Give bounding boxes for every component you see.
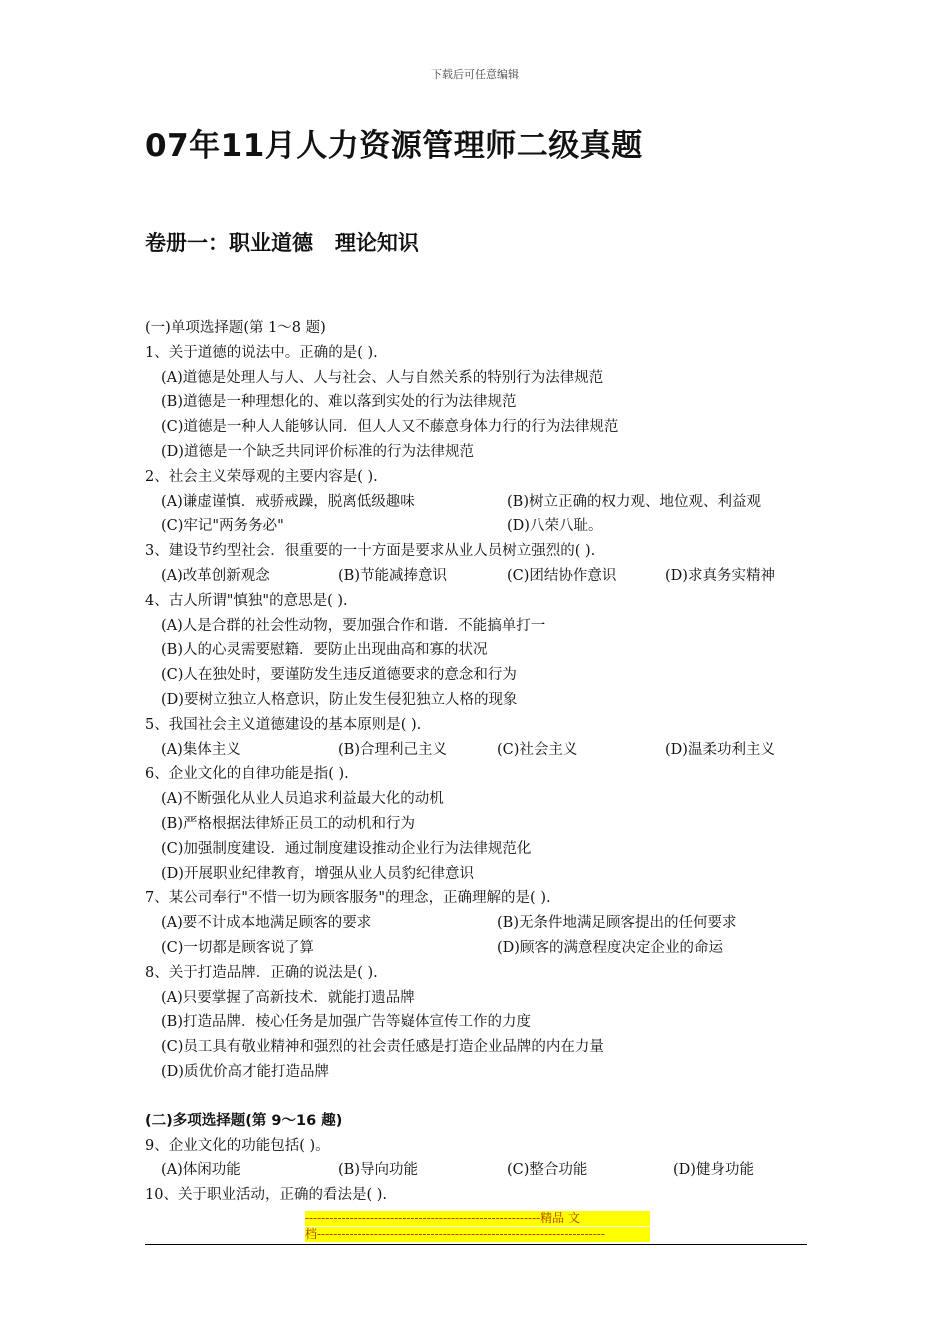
q2-option-a: (A)谦虚谨慎．戒骄戒躁，脱离低级趣味 xyxy=(161,493,415,510)
q9-option-d: (D)健身功能 xyxy=(673,1162,754,1179)
q7-option-d: (D)顾客的满意程度决定企业的命运 xyxy=(497,939,723,956)
footer-watermark-line-1: ----------------------------------------------------------精品 文 xyxy=(305,1211,650,1226)
footer-watermark-line-2: 档----------------------------------------------------------------------- xyxy=(305,1227,650,1242)
q4-option-d: (D)要树立独立人格意识，防止发生侵犯独立人格的现象 xyxy=(161,691,518,708)
question-3: 3、建设节约型社会．很重要的一十方面是要求从业人员树立强烈的( ). xyxy=(145,543,596,560)
q6-option-a: (A)不断强化从业人员追求利益最大化的动机 xyxy=(161,791,444,808)
q2-option-b: (B)树立正确的权力观、地位观、利益观 xyxy=(507,493,761,510)
q5-option-c: (C)社会主义 xyxy=(497,741,578,758)
question-8: 8、关于打造品牌．正确的说法是( ). xyxy=(145,964,378,981)
header-note: 下载后可任意编辑 xyxy=(431,68,519,81)
volume-title: 卷册一：职业道德 理论知识 xyxy=(145,231,419,255)
q1-option-b: (B)道德是一种理想化的、难以落到实处的行为法律规范 xyxy=(161,394,517,411)
q6-option-c: (C)加强制度建设．通过制度建设推动企业行为法律规范化 xyxy=(161,840,532,857)
question-10: 10、关于职业活动，正确的看法是( ). xyxy=(145,1187,387,1204)
q3-option-a: (A)改革创新观念 xyxy=(161,567,270,584)
q9-option-c: (C)整合功能 xyxy=(507,1162,588,1179)
q3-options-row xyxy=(145,564,810,589)
q7-options-row-1 xyxy=(145,911,810,936)
q5-option-d: (D)温柔功利主义 xyxy=(665,741,775,758)
q5-option-b: (B)合理利己主义 xyxy=(338,741,447,758)
q7-options-row-2 xyxy=(145,936,810,961)
q6-option-d: (D)开展职业纪律教育，增强从业人员豹纪律意识 xyxy=(161,865,474,882)
question-6: 6、企业文化的自律功能是指( ). xyxy=(145,766,349,783)
q8-option-a: (A)只要掌握了高新技术．就能打遗品牌 xyxy=(161,989,415,1006)
q3-option-b: (B)节能减捧意识 xyxy=(338,567,447,584)
q4-option-c: (C)人在独处时，要谨防发生违反道德要求的意念和行为 xyxy=(161,667,517,684)
question-1: 1、关于道德的说法中。正确的是( ). xyxy=(145,344,378,361)
q9-options-row xyxy=(145,1158,810,1183)
footer-divider xyxy=(145,1244,807,1245)
q7-option-b: (B)无条件地满足顾客提出的任何要求 xyxy=(497,915,737,932)
document-body xyxy=(145,316,810,1208)
question-7: 7、某公司奉行"不惜一切为顾客服务"的理念，正确理解的是( ). xyxy=(145,890,551,907)
q1-option-c: (C)道德是一种人人能够认同．但人人又不藤意身体力行的行为法律规范 xyxy=(161,419,619,436)
q4-option-a: (A)人是合群的社会性动物，要加强合作和谐．不能搞单打一 xyxy=(161,617,546,634)
q9-option-b: (B)导向功能 xyxy=(338,1162,418,1179)
q6-option-b: (B)严格根据法律矫正员工的动机和行为 xyxy=(161,815,415,832)
q7-option-c: (C)一切都是顾客说了算 xyxy=(161,939,314,956)
q2-options-row-1 xyxy=(145,490,810,515)
q1-option-d: (D)道德是一个缺乏共同评价标准的行为法律规范 xyxy=(161,443,474,460)
q7-option-a: (A)要不计成本地满足顾客的要求 xyxy=(161,915,372,932)
q3-option-d: (D)求真务实精神 xyxy=(665,567,775,584)
section-heading-single-choice: (一)单项选择题(第 1～8 题) xyxy=(145,320,326,336)
q5-option-a: (A)集体主义 xyxy=(161,741,241,758)
q4-option-b: (B)人的心灵需要慰籍．要防止出现曲高和寡的状况 xyxy=(161,642,488,659)
q1-option-a: (A)道德是处理人与人、人与社会、人与自然关系的特别行为法律规范 xyxy=(161,369,604,386)
q8-option-d: (D)质优价高才能打造品牌 xyxy=(161,1063,329,1080)
section-heading-multiple-choice: (二)多项选择题(第 9～16 趣) xyxy=(145,1112,343,1129)
q3-option-c: (C)团结协作意识 xyxy=(507,567,617,584)
question-9: 9、企业文化的功能包括( )。 xyxy=(145,1137,330,1154)
question-4: 4、古人所谓"慎独"的意思是( ). xyxy=(145,592,348,609)
q2-options-row-2 xyxy=(145,514,810,539)
q8-option-c: (C)员工具有敬业精神和强烈的社会责任感是打造企业品牌的内在力量 xyxy=(161,1039,604,1056)
q2-option-c: (C)牢记"两务务必" xyxy=(161,518,284,535)
q5-options-row xyxy=(145,738,810,763)
q2-option-d: (D)八荣八耻。 xyxy=(507,518,603,535)
q9-option-a: (A)体闲功能 xyxy=(161,1162,241,1179)
question-5: 5、我国社会主义道德建设的基本原则是( ). xyxy=(145,716,422,733)
page-title: 07年11月人力资源管理师二级真题 xyxy=(145,128,643,164)
question-2: 2、社会主义荣辱观的主要内容是( ). xyxy=(145,468,378,485)
q8-option-b: (B)打造品牌．棱心任务是加强广告等嶷体宣传工作的力度 xyxy=(161,1014,531,1031)
